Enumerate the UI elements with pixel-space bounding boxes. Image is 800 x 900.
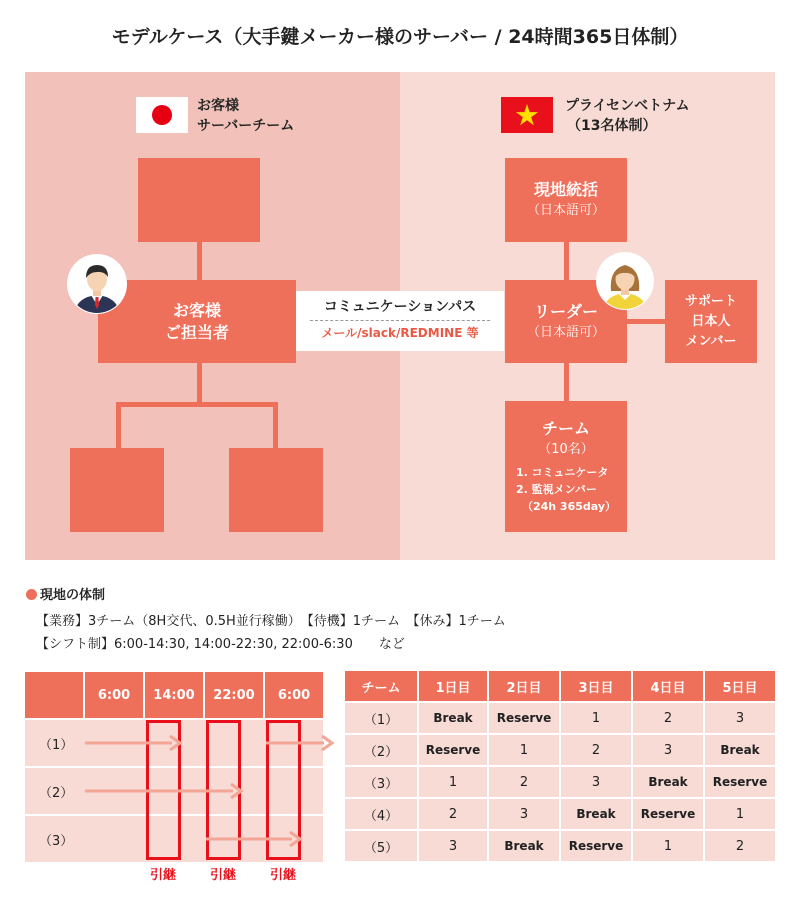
rotation-cell: Break	[561, 799, 631, 829]
handoff-window	[266, 720, 301, 860]
rotation-header-cell: 5日目	[705, 671, 775, 701]
bullet-dot-icon	[26, 589, 37, 600]
shift-header-cell: 14:00	[145, 672, 203, 718]
rotation-cell: Reserve	[705, 767, 775, 797]
rotation-cell: 3	[561, 767, 631, 797]
rotation-cell: Break	[633, 767, 703, 797]
male-avatar-icon	[66, 253, 128, 315]
rotation-header-cell: チーム	[345, 671, 417, 701]
rotation-cell: 1	[561, 703, 631, 733]
customer-sub-box	[70, 448, 164, 532]
customer-top-box	[138, 158, 260, 242]
shift-header-corner	[25, 672, 83, 718]
connector-line	[564, 363, 569, 401]
local-system-duties: 【業務】3チーム（8H交代、0.5H並行稼働） 【待機】1チーム 【休み】1チーム	[36, 614, 506, 629]
rotation-cell: Reserve	[633, 799, 703, 829]
vietnam-flag-icon	[501, 97, 553, 133]
shift-header-cell: 6:00	[85, 672, 143, 718]
rotation-cell: Break	[705, 735, 775, 765]
connector-line	[564, 242, 569, 280]
customer-sub-box	[229, 448, 323, 532]
rotation-cell: Break	[489, 831, 559, 861]
rotation-cell: 2	[561, 735, 631, 765]
connector-line	[197, 363, 202, 403]
divider	[310, 320, 490, 321]
rotation-row-label: （4）	[345, 799, 417, 829]
handoff-window	[206, 720, 241, 860]
rotation-header-cell: 2日目	[489, 671, 559, 701]
shift-row-label: （3）	[25, 816, 85, 862]
rotation-cell: 3	[419, 831, 487, 861]
shift-header-cell: 22:00	[205, 672, 263, 718]
connector-line	[116, 402, 121, 448]
handoff-window	[146, 720, 181, 860]
handoff-label: 引継	[149, 868, 176, 883]
rotation-header-cell: 4日目	[633, 671, 703, 701]
connector-line	[197, 242, 202, 280]
page-title: モデルケース（大手鍵メーカー様のサーバー / 24時間365日体制）	[111, 26, 689, 48]
rotation-cell: Reserve	[561, 831, 631, 861]
rotation-header-cell: 1日目	[419, 671, 487, 701]
rotation-row-label: （1）	[345, 703, 417, 733]
communication-path: コミュニケーションパス メール/slack/REDMINE 等	[296, 291, 504, 351]
team-box: チーム （10名） 1. コミュニケータ 2. 監視メンバー （24h 365day）	[505, 401, 627, 532]
rotation-cell: 2	[419, 799, 487, 829]
rotation-cell: 3	[633, 735, 703, 765]
female-avatar-icon	[595, 251, 655, 311]
rotation-cell: 2	[489, 767, 559, 797]
rotation-cell: 2	[705, 831, 775, 861]
rotation-cell: Reserve	[419, 735, 487, 765]
connector-line	[116, 402, 278, 407]
japan-flag-icon	[136, 97, 188, 133]
rotation-cell: 3	[705, 703, 775, 733]
connector-line	[627, 319, 665, 324]
customer-contact-box: お客様 ご担当者	[98, 280, 296, 363]
rotation-header-cell: 3日目	[561, 671, 631, 701]
rotation-cell: 1	[633, 831, 703, 861]
handoff-label: 引継	[269, 868, 296, 883]
rotation-row-label: （3）	[345, 767, 417, 797]
rotation-cell: Reserve	[489, 703, 559, 733]
leader-box: リーダー （日本語可）	[505, 280, 627, 363]
handoff-label: 引継	[209, 868, 236, 883]
local-lead-box: 現地統括 （日本語可）	[505, 158, 627, 242]
rotation-cell: 2	[633, 703, 703, 733]
customer-team-label: お客様 サーバーチーム	[197, 98, 295, 134]
rotation-cell: 1	[419, 767, 487, 797]
rotation-cell: 1	[489, 735, 559, 765]
vendor-team-label: プライセンベトナム （13名体制）	[565, 98, 690, 134]
shift-row-label: （2）	[25, 768, 85, 814]
shift-header-cell: 6:00	[265, 672, 323, 718]
local-system-shifts: 【シフト制】6:00-14:30, 14:00-22:30, 22:00-6:30 など	[36, 637, 405, 652]
rotation-cell: 3	[489, 799, 559, 829]
local-system-heading: 現地の体制	[26, 584, 105, 603]
support-member-box: サポート 日本人 メンバー	[665, 280, 757, 363]
rotation-cell: 1	[705, 799, 775, 829]
rotation-row-label: （2）	[345, 735, 417, 765]
rotation-row-label: （5）	[345, 831, 417, 861]
rotation-cell: Break	[419, 703, 487, 733]
connector-line	[273, 402, 278, 448]
shift-row-label: （1）	[25, 720, 85, 766]
